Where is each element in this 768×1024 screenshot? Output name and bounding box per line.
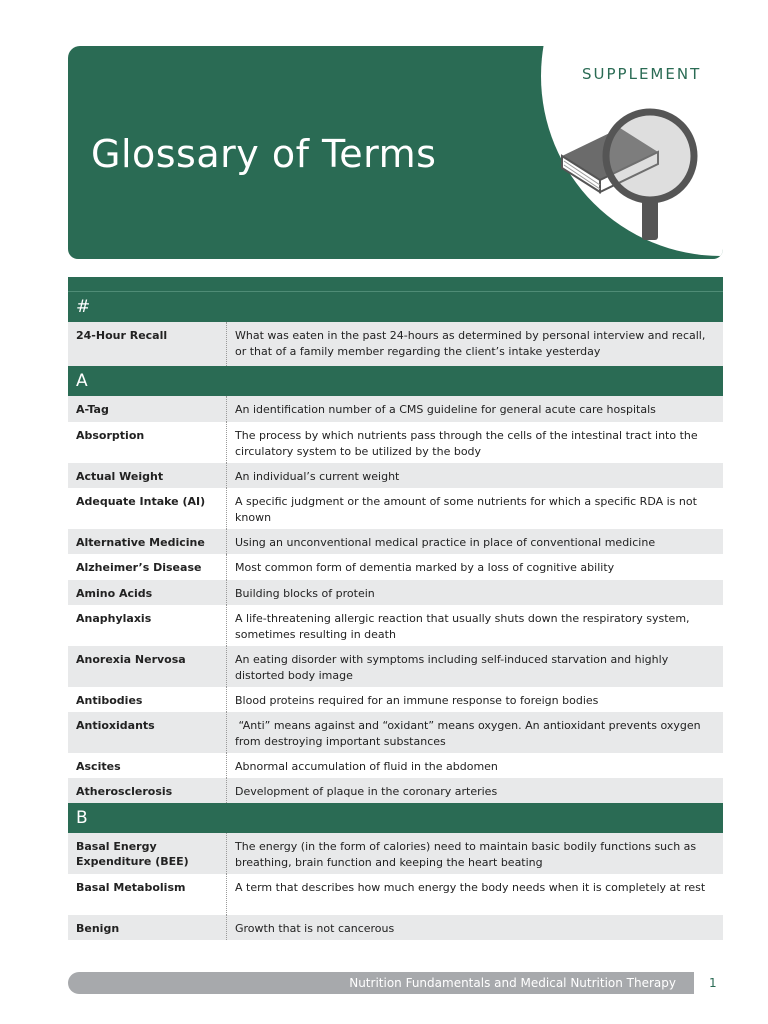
glossary-term: Antioxidants [68, 712, 227, 753]
glossary-term: Anorexia Nervosa [68, 646, 227, 687]
glossary-definition: Abnormal accumulation of fluid in the abdomen [235, 760, 498, 773]
glossary-definition: Blood proteins required for an immune response to foreign bodies [235, 694, 599, 707]
glossary-definition: Growth that is not cancerous [235, 922, 395, 935]
glossary-definition: The energy (in the form of calories) need to maintain basic bodily functions such as breathing, brain function and keeping the heart beating [235, 840, 697, 869]
glossary-definition: Building blocks of protein [235, 587, 375, 600]
glossary-row [68, 833, 723, 874]
glossary-term: Atherosclerosis [68, 778, 227, 803]
glossary-row [68, 646, 723, 687]
glossary-term: Amino Acids [68, 580, 227, 605]
header-banner [68, 46, 723, 259]
glossary-definition: A term that describes how much energy the body needs when it is completely at rest [235, 881, 706, 894]
glossary-term: Actual Weight [68, 463, 227, 488]
glossary-definition: An eating disorder with symptoms including self-induced starvation and highly distorted body image [235, 653, 669, 682]
glossary-term: Adequate Intake (AI) [68, 488, 227, 529]
glossary-term: Alternative Medicine [68, 529, 227, 554]
glossary-row [68, 915, 723, 940]
glossary-definition: What was eaten in the past 24-hours as determined by personal interview and recall, or that of a family member regarding the client’s intake yesterday [235, 329, 706, 358]
glossary-row [68, 712, 723, 753]
glossary-row [68, 778, 723, 803]
page-number: 1 [709, 976, 717, 990]
glossary-term: Alzheimer’s Disease [68, 554, 227, 580]
glossary-term: 24-Hour Recall [68, 322, 227, 366]
glossary-row [68, 463, 723, 488]
glossary-definition: An individual’s current weight [235, 470, 400, 483]
footer-bar [68, 972, 694, 994]
book-with-magnifier-icon [558, 108, 718, 248]
footer-title: Nutrition Fundamentals and Medical Nutrition Therapy [349, 976, 676, 990]
glossary-row [68, 580, 723, 605]
glossary-definition: “Anti” means against and “oxidant” means oxygen. An antioxidant prevents oxygen from destroying important substances [235, 719, 705, 748]
glossary-term: Ascites [68, 753, 227, 778]
glossary-definition: A specific judgment or the amount of some nutrients for which a specific RDA is not known [235, 495, 697, 524]
glossary-definition: Using an unconventional medical practice in place of conventional medicine [235, 536, 656, 549]
glossary-row [68, 554, 723, 580]
glossary-term: Basal Energy Expenditure (BEE) [68, 833, 227, 874]
section-header-hash: # [68, 292, 723, 322]
glossary-term: Anaphylaxis [68, 605, 227, 646]
glossary-row [68, 422, 723, 463]
glossary-definition: Most common form of dementia marked by a loss of cognitive ability [235, 561, 615, 574]
glossary-row [68, 687, 723, 712]
section-header-a: A [68, 366, 723, 396]
glossary-row [68, 529, 723, 554]
table-top-rule [68, 277, 723, 292]
glossary-row [68, 874, 723, 915]
glossary-definition: The process by which nutrients pass through the cells of the intestinal tract into the circulatory system to be utilized by the body [235, 429, 698, 458]
glossary-definition: A life-threatening allergic reaction that usually shuts down the respiratory system, sometimes resulting in death [235, 612, 690, 641]
glossary-term: Absorption [68, 422, 227, 463]
glossary-row [68, 488, 723, 529]
glossary-row [68, 396, 723, 422]
glossary-term: Basal Metabolism [68, 874, 227, 915]
glossary-definition: An identification number of a CMS guideline for general acute care hospitals [235, 403, 656, 416]
section-header-b: B [68, 803, 723, 833]
supplement-label: SUPPLEMENT [582, 65, 702, 83]
glossary-definition: Development of plaque in the coronary arteries [235, 785, 498, 798]
glossary-term: A-Tag [68, 396, 227, 422]
glossary-term: Antibodies [68, 687, 227, 712]
glossary-row [68, 322, 723, 366]
page-title: Glossary of Terms [91, 132, 437, 176]
glossary-table [68, 277, 723, 940]
glossary-row [68, 605, 723, 646]
glossary-term: Benign [68, 915, 227, 940]
glossary-row [68, 753, 723, 778]
